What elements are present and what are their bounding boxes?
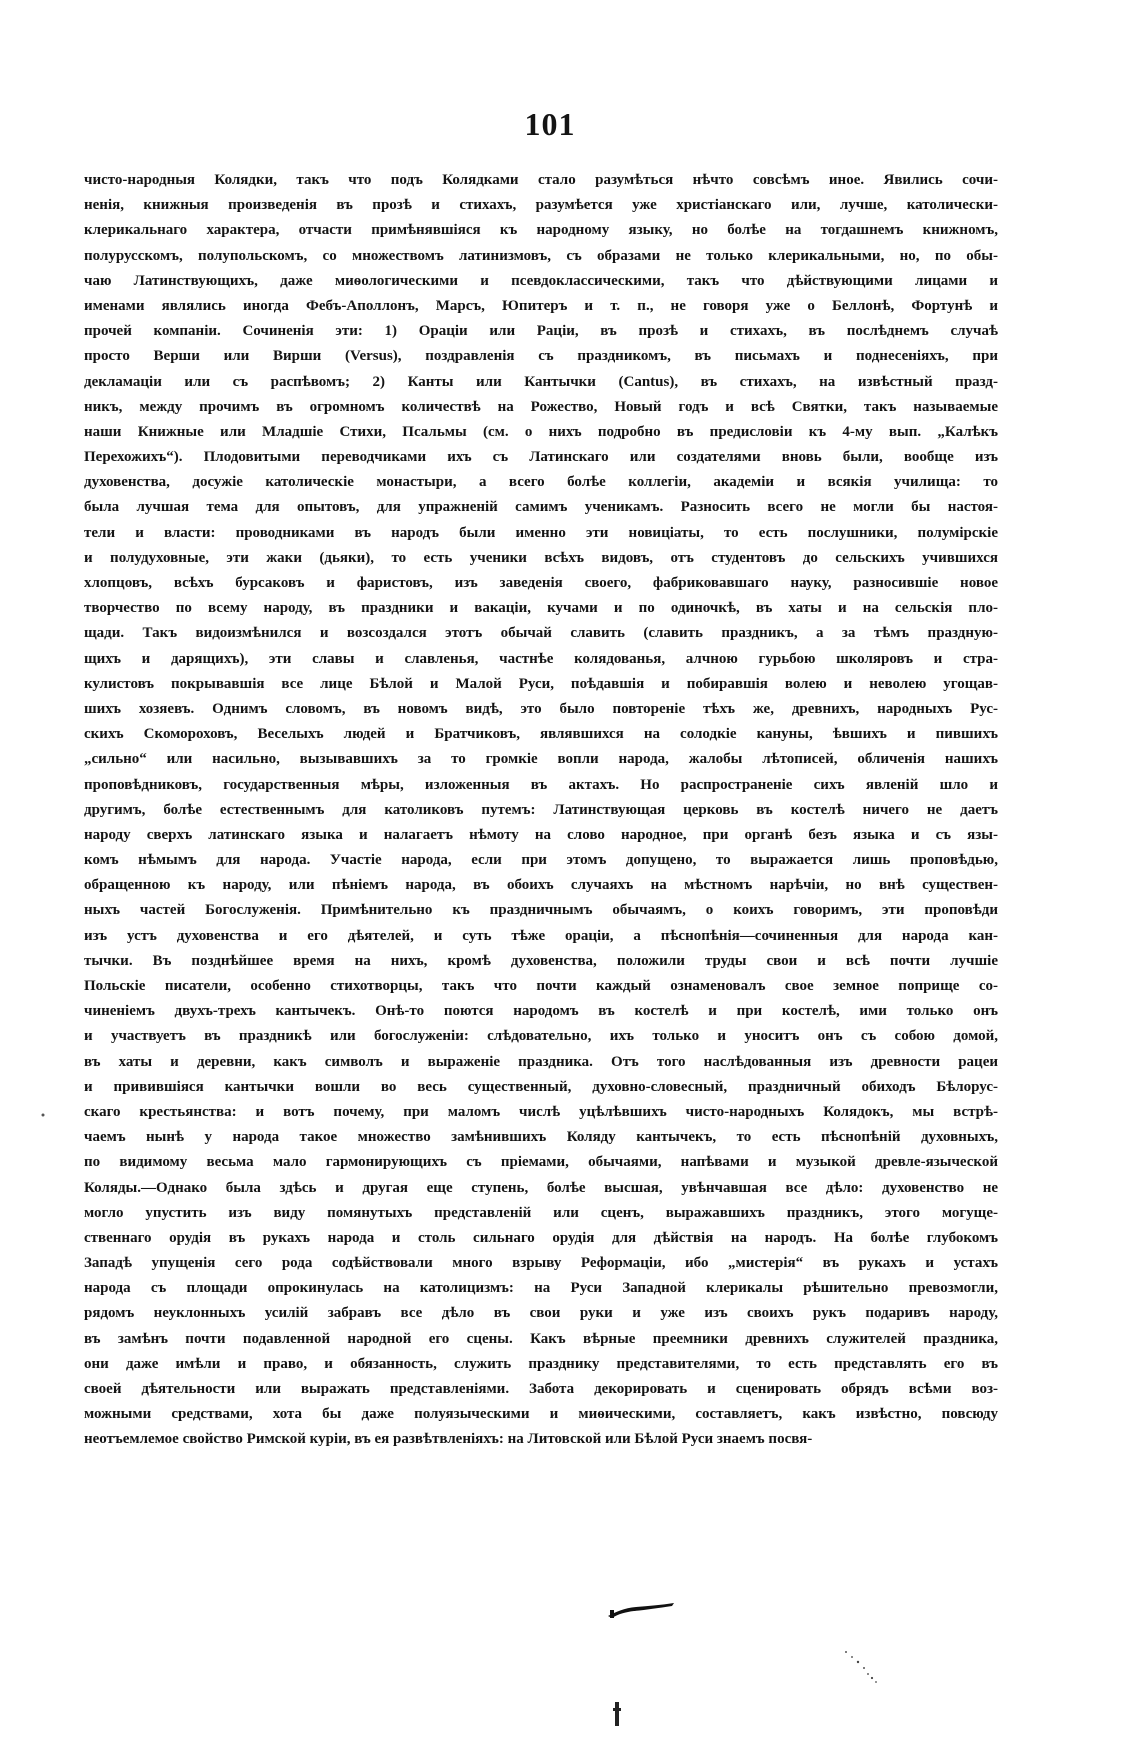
text-line: именами являлись иногда Фебъ-Аполлонъ, Марсъ, Юпитеръ и т. п., не говоря уже о Беллонѣ, Фортунѣ и bbox=[84, 297, 998, 314]
paper-speckle bbox=[842, 1648, 882, 1688]
text-line: по видимому весьма мало гармонирующихъ съ пріемами, обычаями, напѣвами и музыкой древле-языческой bbox=[84, 1154, 998, 1171]
text-line: ственнаго орудія въ рукахъ народа и столь сильнаго орудія для дѣйствія на народъ. На болѣе глубокомъ bbox=[84, 1229, 998, 1246]
text-line: наши Книжные или Младшіе Стихи, Псальмы (см. о нихъ подробно въ предисловіи къ 4-му вып. „Калѣкъ bbox=[84, 423, 998, 440]
text-line: шихъ хозяевъ. Однимъ словомъ, въ новомъ видѣ, это было повтореніе тѣхъ же, древнихъ, народныхъ Рус- bbox=[84, 700, 998, 717]
text-line: рядомъ неуклонныхъ усилій забравъ все дѣло въ свои руки и уже изъ своихъ рукъ подаривъ народу, bbox=[84, 1305, 998, 1322]
text-line: и привившіяся кантычки вошли во весь существенный, духовно-словесный, праздничный обиходъ Бѣлорус- bbox=[84, 1078, 998, 1095]
text-line: „сильно“ или насильно, вызывавшихъ за то громкіе вопли народа, жалобы лѣтописей, обличенія нашихъ bbox=[84, 751, 998, 768]
page-number: 101 bbox=[524, 106, 576, 142]
text-line: могло упустить изъ виду помянутыхъ представленій или сценъ, выражавшихъ праздникъ, этого могуще- bbox=[84, 1204, 998, 1221]
text-line: кулистовъ покрывавшія все лице Бѣлой и Малой Руси, поѣдавшія и побиравшія волею и неволею угощав- bbox=[84, 675, 998, 692]
text-line: хлопцовъ, всѣхъ бурсаковъ и фаристовъ, изъ заведенія своего, фабриковавшаго науку, разносившіе новое bbox=[84, 575, 998, 591]
text-line: тели и власти: проводниками въ народъ были именно эти новиціаты, то есть послушники, полумірскіе bbox=[84, 524, 998, 541]
text-line: своей дѣятельности или выражать представленіями. Забота декорировать и сценировать обрядъ всѣми воз- bbox=[84, 1381, 998, 1397]
text-line: и полудуховные, эти жаки (дьяки), то есть ученики всѣхъ видовъ, отъ студентовъ до сельскихъ учившихся bbox=[84, 549, 998, 566]
text-line: декламаціи или съ распѣвомъ; 2) Канты или Кантычки (Cantus), въ стихахъ, на извѣстный празд- bbox=[84, 373, 998, 390]
text-line: творчество по всему народу, въ праздники и вакаціи, кучами и по одиночкѣ, въ хаты и на сельскія пло- bbox=[84, 600, 998, 617]
text-line: чиненіемъ двухъ-трехъ кантычекъ. Онѣ-то поются народомъ въ костелѣ и при костелѣ, ими только онъ bbox=[84, 1003, 998, 1020]
text-line: народа съ площади опрокинулась на католицизмъ: на Руси Западной клерикалы рѣшительно превозмогли, bbox=[84, 1280, 998, 1297]
text-line: никъ, между прочимъ въ огромномъ количествѣ на Рожество, Новый годъ и всѣ Святки, такъ называемые bbox=[84, 398, 998, 415]
text-line: комъ нѣмымъ для народа. Участіе народа, если при этомъ допущено, то выражается лишь проповѣдью, bbox=[84, 852, 998, 869]
margin-speck bbox=[40, 1112, 46, 1118]
text-line: была лучшая тема для опытовъ, для упражненій самимъ ученикамъ. Разносить всего не могли бы настоя- bbox=[84, 499, 998, 516]
text-line: можными средствами, хота бы даже полуязыческими и миѳическими, составляетъ, какъ извѣстно, повсюду bbox=[84, 1406, 998, 1423]
text-line: клерикальнаго характера, отчасти примѣнявшіяся къ народному языку, но болѣе на тогдашнемъ книжномъ, bbox=[84, 222, 998, 239]
text-line: прочей компаніи. Сочиненія эти: 1) Ораціи или Раціи, въ прозѣ и стихахъ, въ послѣднемъ случаѣ bbox=[84, 323, 998, 340]
text-line: изъ устъ духовенства и его дѣятелей, и суть тѣже ораціи, а пѣснопѣнія—сочиненныя для народа кан- bbox=[84, 927, 998, 944]
body-text bbox=[84, 168, 998, 1453]
text-line: Коляды.—Однако была здѣсь и другая еще ступень, болѣе высшая, увѣнчавшая все дѣло: духовенство не bbox=[84, 1179, 998, 1196]
text-line: духовенства, досужіе католическіе монастыри, а всего болѣе коллегіи, академіи и всякія училища: то bbox=[84, 474, 998, 491]
text-line: въ замѣнъ почти подавленной народной его сцены. Какъ вѣрные преемники древнихъ служителей праздника, bbox=[84, 1330, 998, 1347]
text-line: чаемъ нынѣ у народа такое множество замѣнившихъ Коляду кантычекъ, то есть пѣснопѣній духовныхъ, bbox=[84, 1129, 998, 1146]
text-line: проповѣдниковъ, государственныя мѣры, изложенныя въ актахъ. Но распространеніе сихъ явленій шло и bbox=[84, 776, 998, 793]
text-line: чисто-народныя Колядки, такъ что подъ Колядками стало разумѣться нѣчто совсѣмъ иное. Явились сочи- bbox=[84, 172, 998, 188]
text-line: щади. Такъ видоизмѣнился и возсоздался этотъ обычай славить (славить праздникъ, а за тѣмъ праздную- bbox=[84, 625, 998, 642]
text-line: народу сверхъ латинскаго языка и налагаетъ нѣмоту на слово народное, при органѣ безъ языка и съ язы- bbox=[84, 826, 998, 843]
text-line: Польскіе писатели, особенно стихотворцы, такъ что почти каждый ознаменовалъ свое земное поприще со- bbox=[84, 978, 998, 994]
text-line: скаго крестьянства: и вотъ почему, при маломъ числѣ уцѣлѣвшихъ чисто-народныхъ Колядокъ, мы встрѣ- bbox=[84, 1103, 998, 1120]
text-line: ненія, книжныя произведенія въ прозѣ и стихахъ, разумѣется уже христіанскаго или, лучше, католически- bbox=[84, 197, 998, 214]
text-line: ныхъ частей Богослуженія. Примѣнительно къ праздничнымъ обычаямъ, о коихъ говоримъ, эти проповѣди bbox=[84, 902, 998, 919]
text-line: полурусскомъ, полупольскомъ, со множествомъ латинизмовъ, съ образами не только клерикальными, но, по обы- bbox=[84, 247, 998, 264]
text-line: и участвуетъ въ праздникѣ или богослуженіи: слѣдовательно, ихъ только и уноситъ онъ съ собою домой, bbox=[84, 1028, 998, 1045]
text-line: Западѣ упущенія сего рода содѣйствовали много взрыву Реформаціи, ибо „мистерія“ въ рукахъ и устахъ bbox=[84, 1255, 998, 1272]
ink-smudge bbox=[606, 1602, 676, 1618]
text-line: неотъемлемое свойство Римской куріи, въ ея развѣтвленіяхъ: на Литовской или Бѣлой Руси знаемъ посвя- bbox=[84, 1431, 813, 1448]
text-line: просто Верши или Вирши (Versus), поздравленія съ праздникомъ, въ письмахъ и поднесеніяхъ, при bbox=[84, 348, 998, 365]
text-line: щихъ и дарящихъ), эти славы и славленья, частнѣе колядованья, алчною гурьбою школяровъ и стра- bbox=[84, 650, 998, 667]
bottom-mark bbox=[612, 1700, 622, 1728]
text-line: чаю Латинствующихъ, даже миѳологическими и псевдоклассическими, такъ что дѣйствующими лицами и bbox=[84, 272, 998, 289]
text-line: въ хаты и деревни, какъ символъ и выраженіе праздника. Отъ того наслѣдованныя изъ древности рацеи bbox=[84, 1053, 998, 1070]
text-line: Перехожихъ“). Плодовитыми переводчиками ихъ съ Латинскаго или создателями вновь были, вообще изъ bbox=[84, 449, 998, 466]
text-line: тычки. Въ позднѣйшее время на нихъ, кромѣ духовенства, положили труды свои и всѣ почти лучшіе bbox=[84, 952, 998, 969]
text-line: они даже имѣли и право, и обязанность, служить празднику представителями, то есть представлять его въ bbox=[84, 1355, 998, 1372]
text-line: обращенною къ народу, или пѣніемъ народа, въ обоихъ случаяхъ на мѣстномъ нарѣчіи, но внѣ существен- bbox=[84, 877, 998, 894]
text-line: другимъ, болѣе естественнымъ для католиковъ путемъ: Латинствующая церковь въ костелѣ ничего не даетъ bbox=[84, 801, 998, 818]
text-line: скихъ Скомороховъ, Веселыхъ людей и Братчиковъ, являвшихся на солодкіе кануны, ѣвшихъ и пившихъ bbox=[84, 726, 998, 743]
